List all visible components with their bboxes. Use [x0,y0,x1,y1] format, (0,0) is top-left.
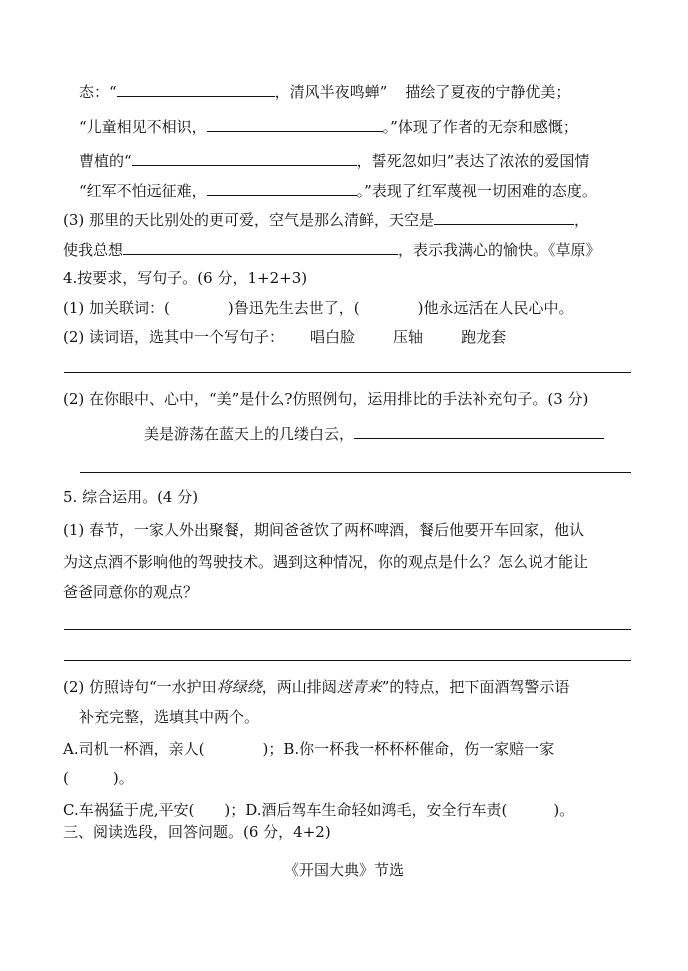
text: C.车祸猛于虎,平安( [63,801,195,819]
italic-phrase: 送青来 [336,678,382,696]
q5-option-ab [63,739,554,759]
text: 。”体现了作者的无奈和感慨； [382,118,578,136]
text: ( [63,769,69,787]
section-3-title: 《开国大典》节选 [283,861,404,879]
answer-blank[interactable] [207,117,383,132]
q5-p1-line-1: (1) 春节，一家人外出聚餐，期间爸爸饮了两杯啤酒，餐后他要开车回家，他认 [63,521,585,539]
q5-heading: 5. 综合运用。(4 分) [63,488,199,506]
poem-line-1 [79,82,570,102]
answer-line[interactable] [64,660,631,661]
text: ，两山排闼 [261,678,337,696]
text: 描绘了夏夜的宁静优美； [405,83,571,101]
text: )鲁迅先生去世了，( [227,299,360,317]
italic-phrase: 将绿绕 [216,678,262,696]
poem-line-2 [79,117,578,137]
text: 使我总想 [63,241,124,259]
q5-option-b-cont [63,768,134,788]
text: 美是游荡在蓝天上的几缕白云， [144,425,355,443]
word-option: 压轴 [393,328,424,346]
word-option: 跑龙套 [461,328,507,346]
text: 。”表现了红军蔑视一切困难的态度。 [356,182,597,200]
answer-line[interactable] [64,629,631,630]
text: “红军不怕远征难， [79,182,207,200]
q5-p2-line-1 [63,677,569,697]
grassland-line-1 [63,210,589,230]
poem-line-4 [79,181,597,201]
q5-p2-line-2: 补充完整，选填其中两个。 [79,708,260,726]
text: )。 [553,801,575,819]
q4-item-1 [63,298,573,318]
text: ，清风半夜鸣蝉” [274,83,388,101]
answer-blank[interactable] [132,151,357,166]
text: (3) 那里的天比别处的更可爱，空气是那么清鲜，天空是 [63,211,435,229]
word-option: 唱白脸 [310,328,356,346]
section-3-heading: 三、阅读选段，回答问题。(6 分，4+2) [63,823,331,841]
poem-line-3 [79,151,589,171]
answer-blank[interactable] [123,240,398,255]
text: (2) 读词语，选其中一个写句子： [63,328,285,346]
text: )他永远活在人民心中。 [417,299,574,317]
q4-item-2 [63,327,506,347]
q4-example [144,424,604,444]
answer-blank[interactable] [354,424,604,439]
text: 曹植的“ [79,152,132,170]
answer-blank[interactable] [434,210,574,225]
answer-line[interactable] [80,472,631,473]
text: (1) 加关联词：( [63,299,170,317]
q4-item-3: (2) 在你眼中、心中，“美”是什么?仿照例句，运用排比的手法补充句子。(3 分) [63,390,589,408]
text: A.司机一杯酒，亲人( [63,740,205,758]
text: )；D.酒后驾车生命轻如鸿毛，安全行车责( [224,801,508,819]
answer-line[interactable] [64,372,631,373]
text: ”的特点，把下面酒驾警示语 [381,678,570,696]
text: ， [574,211,590,229]
text: ，誓死忽如归”表达了浓浓的爱国情 [356,152,590,170]
text: ，表示我满心的愉快。《草原》 [398,241,601,259]
text: 态：“ [79,83,117,101]
answer-blank[interactable] [117,82,275,97]
text: )；B.你一杯我一杯杯杯催命，伤一家赔一家 [262,740,555,758]
q4-heading: 4.按要求，写句子。(6 分，1+2+3) [63,269,308,287]
answer-blank[interactable] [207,181,357,196]
q5-p1-line-3: 爸爸同意你的观点？ [63,583,199,601]
text: (2) 仿照诗句“一水护田 [63,678,217,696]
text: “儿童相见不相识， [79,118,207,136]
q5-p1-line-2: 为这点酒不影响他的驾驶技术。遇到这种情况，你的观点是什么？怎么说才能让 [63,553,589,571]
q5-option-cd [63,800,574,820]
text: )。 [112,769,134,787]
grassland-line-2 [63,240,601,260]
